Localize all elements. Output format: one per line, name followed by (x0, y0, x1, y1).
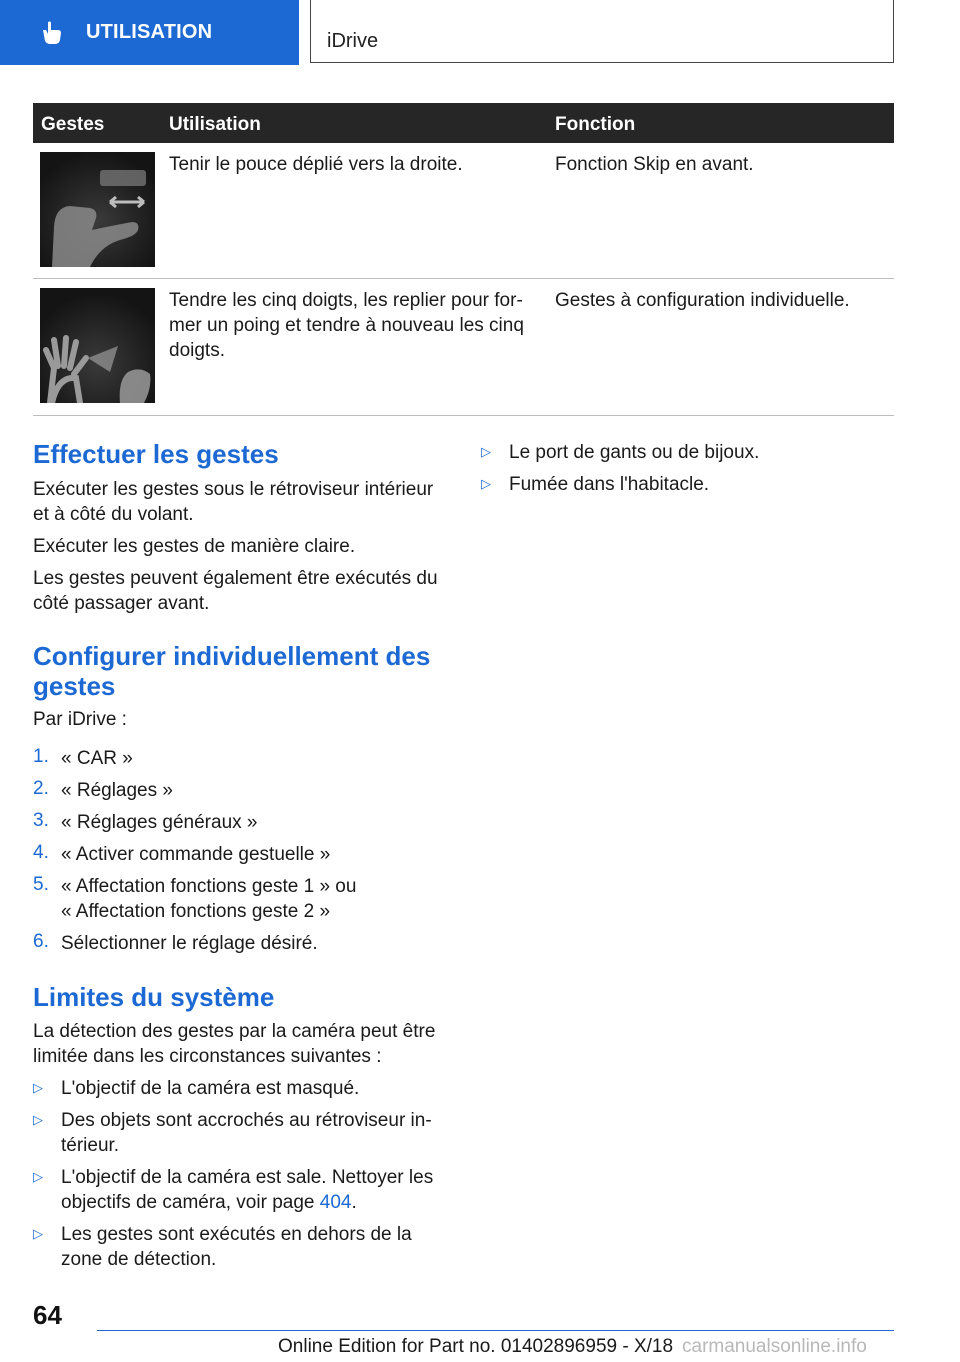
col-utilisation: Utilisation (169, 114, 261, 135)
step-text: « Activer commande gestuelle » (61, 844, 331, 865)
perform-p1: Exécuter les gestes sous le rétroviseur intérieur et à côté du volant. (33, 479, 434, 525)
chapter-box (310, 0, 894, 63)
gestures-table (33, 103, 894, 416)
row2-usage: Tendre les cinq doigts, les replier pour for- mer un poing et tendre à nouveau les cinq doigts. (169, 290, 524, 361)
perform-p2: Exécuter les gestes de manière claire. (33, 536, 356, 557)
triangle-bullet-icon: ▷ (33, 1169, 43, 1184)
heading-configure: Configurer individuellement des gestes (33, 641, 431, 701)
chapter-title: iDrive (327, 30, 379, 52)
limit-item: L'objectif de la caméra est masqué. (61, 1078, 360, 1099)
page-link[interactable]: 404 (319, 1192, 352, 1213)
step-text: « Réglages généraux » (61, 812, 258, 833)
limit-item: Fumée dans l'habitacle. (509, 474, 710, 495)
step-text: Sélectionner le réglage désiré. (61, 933, 318, 954)
heading-perform: Effectuer les gestes (33, 439, 279, 469)
step-text: « CAR » (61, 748, 133, 769)
watermark: carmanualsonline.info (682, 1336, 867, 1357)
step-number: 4. (33, 842, 49, 863)
section-label: UTILISATION (86, 21, 213, 43)
section-tab (0, 0, 299, 65)
limit-item: L'objectif de la caméra est sale. Nettoyer les objectifs de caméra, voir page 404. (61, 1167, 434, 1213)
col-fonction: Fonction (555, 114, 636, 135)
footer-edition: Online Edition for Part no. 01402896959 - X/18 (278, 1336, 674, 1357)
step-number: 2. (33, 778, 49, 799)
step-number: 6. (33, 931, 49, 952)
table-header (33, 103, 894, 143)
table-row (33, 279, 894, 416)
triangle-bullet-icon: ▷ (33, 1080, 43, 1095)
triangle-bullet-icon: ▷ (481, 444, 491, 459)
limits-intro: La détection des gestes par la caméra peut être limitée dans les circonstances suivantes : (33, 1021, 436, 1067)
triangle-bullet-icon: ▷ (481, 476, 491, 491)
step-number: 3. (33, 810, 49, 831)
thumb-gesture-icon (40, 288, 155, 403)
col-gestes: Gestes (41, 114, 105, 135)
configure-intro: Par iDrive : (33, 709, 127, 730)
step-text: « Affectation fonctions geste 1 » ou « Affectation fonctions geste 2 » (61, 876, 357, 922)
page-number: 64 (33, 1300, 62, 1330)
step-number: 1. (33, 746, 49, 767)
heading-limits: Limites du système (33, 982, 275, 1012)
thumb-gesture-icon (40, 152, 155, 267)
step-number: 5. (33, 874, 49, 895)
triangle-bullet-icon: ▷ (33, 1226, 43, 1241)
limit-item: Le port de gants ou de bijoux. (509, 442, 760, 463)
triangle-bullet-icon: ▷ (33, 1112, 43, 1127)
limit-item: Les gestes sont exécutés en dehors de la zone de détection. (61, 1224, 412, 1270)
perform-p3: Les gestes peuvent également être exécutés du côté passager avant. (33, 568, 438, 614)
row1-function: Fonction Skip en avant. (555, 154, 754, 175)
footer-divider (97, 1330, 894, 1331)
limit-item: Des objets sont accrochés au rétroviseur in- térieur. (61, 1110, 432, 1156)
step-text: « Réglages » (61, 780, 173, 801)
row1-usage: Tenir le pouce déplié vers la droite. (169, 154, 463, 175)
table-row (33, 143, 894, 279)
row2-function: Gestes à configuration individuelle. (555, 290, 850, 311)
gesture-hand-icon (38, 20, 64, 46)
